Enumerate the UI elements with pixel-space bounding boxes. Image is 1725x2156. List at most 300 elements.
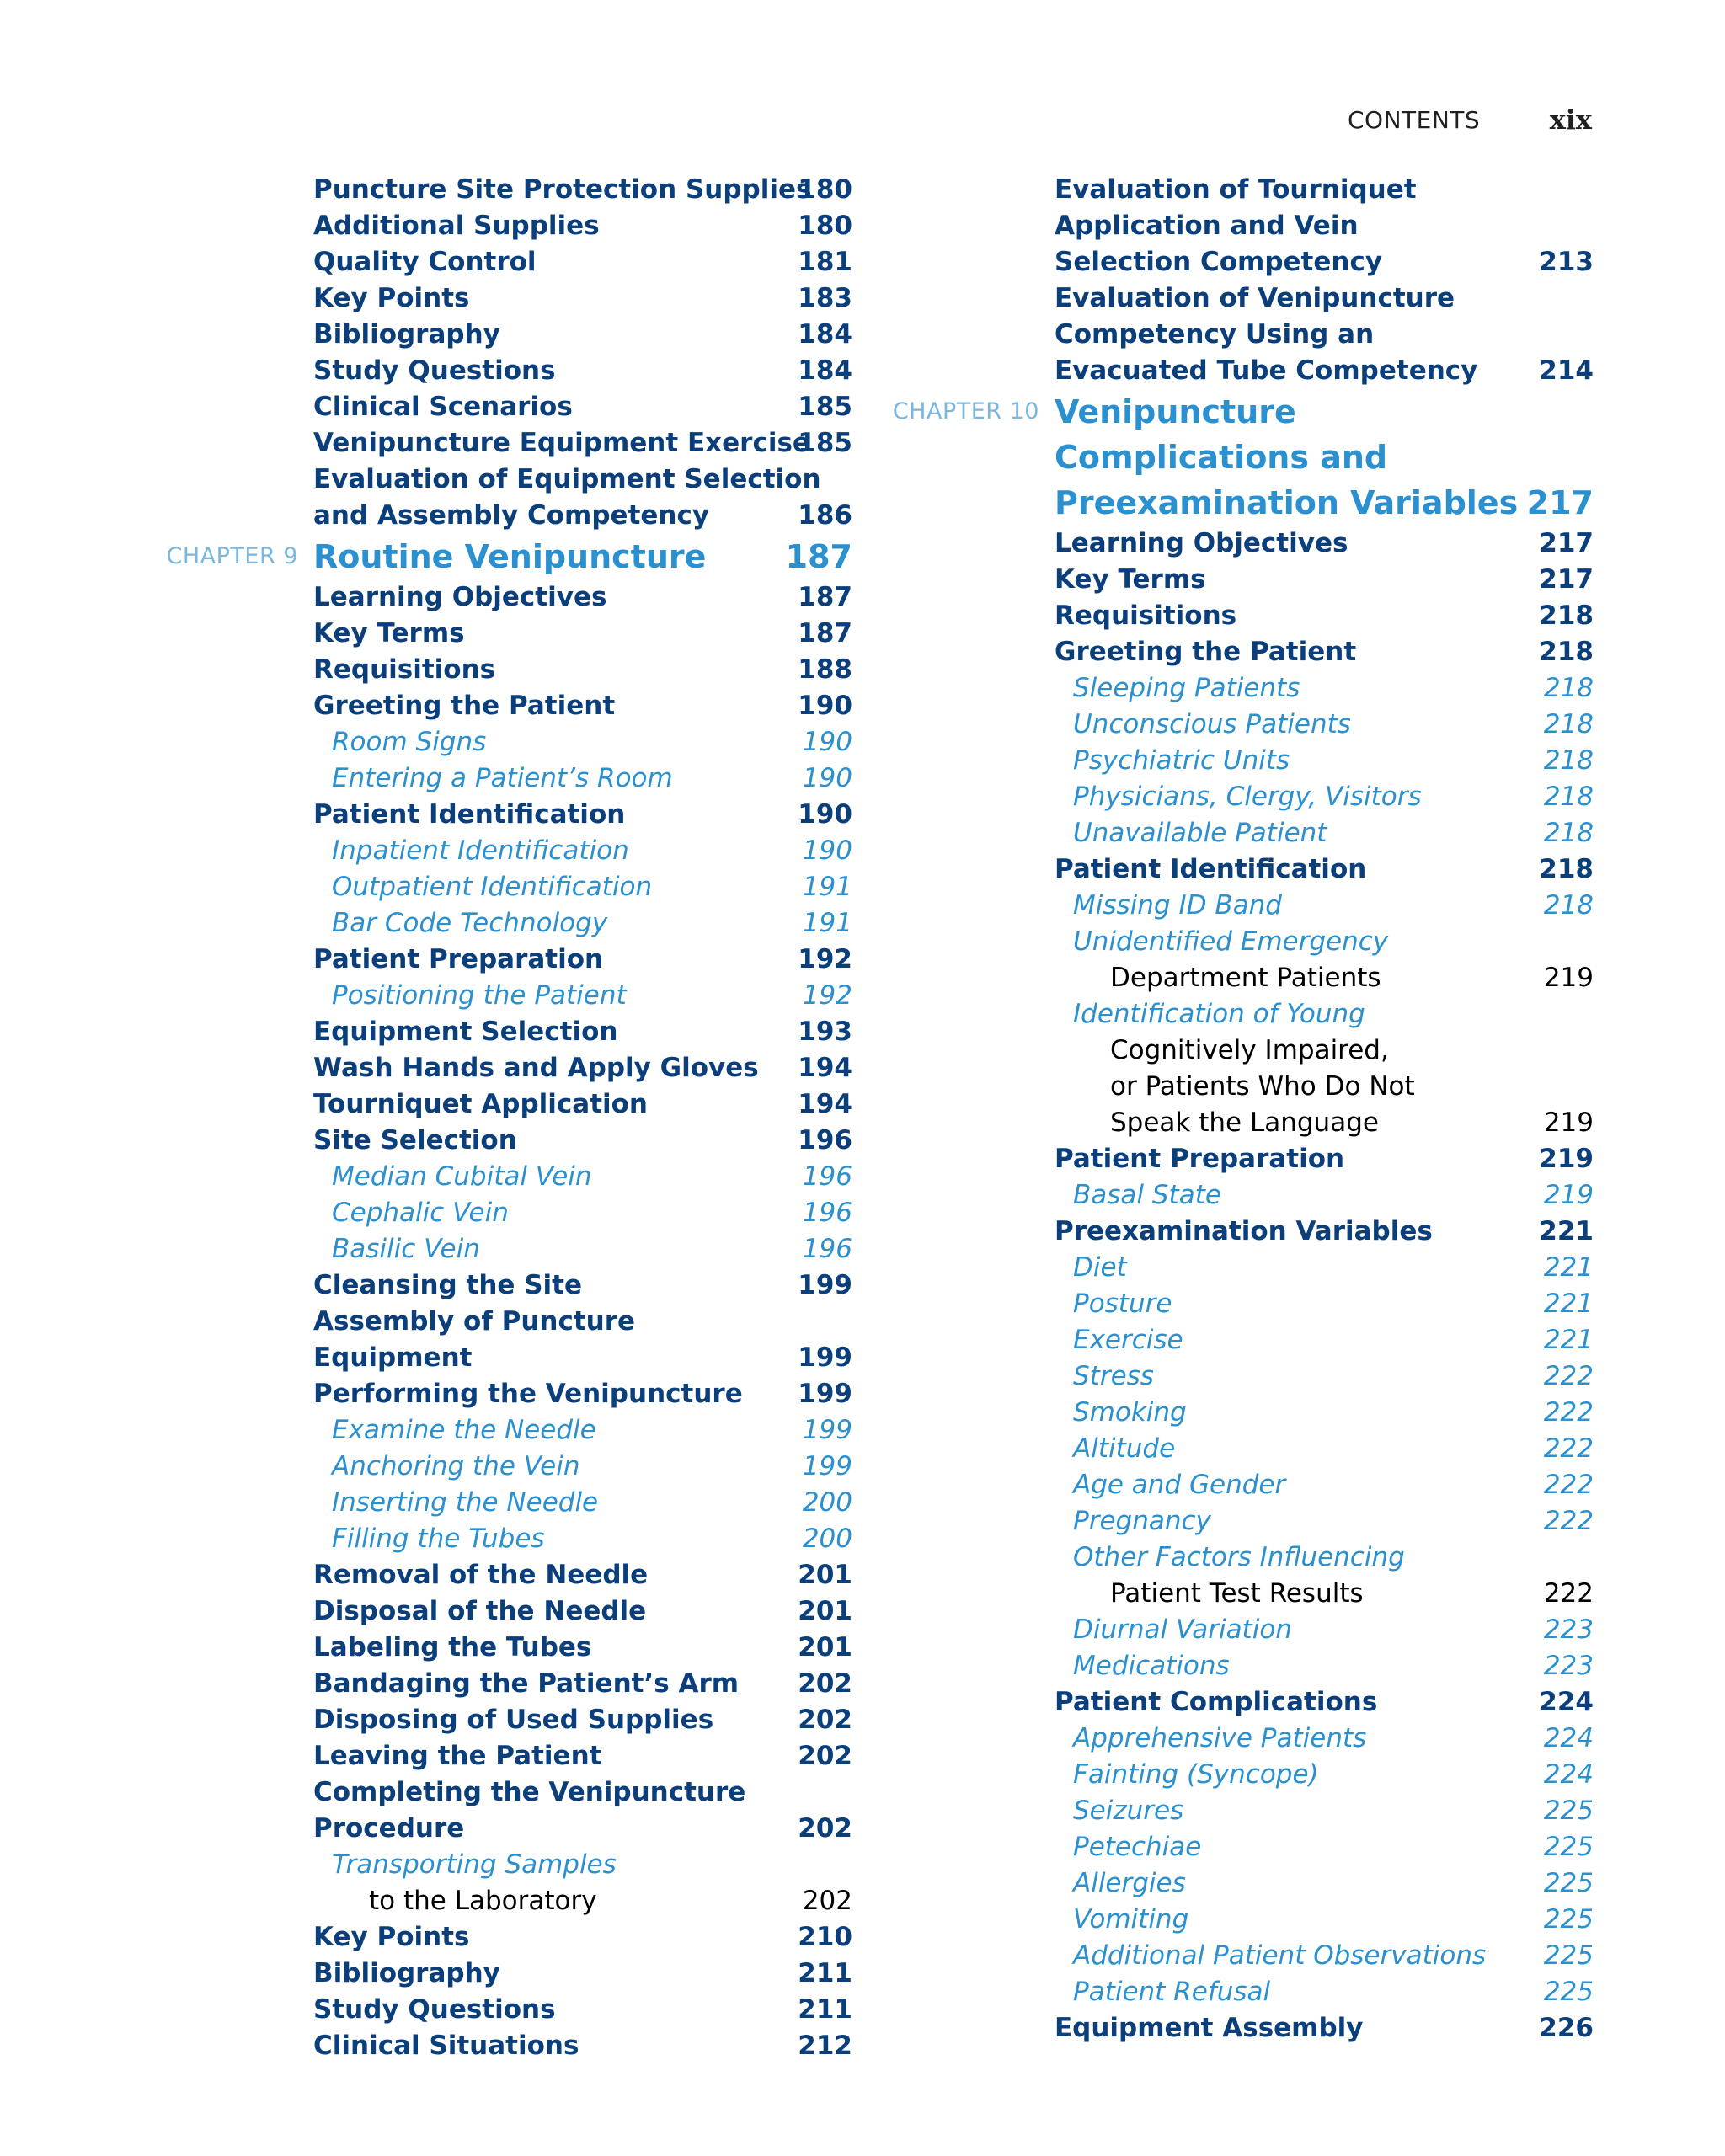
toc-page-number: 191 [802, 872, 852, 902]
toc-entry-title: Patient Refusal [1073, 1977, 1271, 2007]
toc-entry-title: Positioning the Patient [332, 980, 627, 1011]
toc-entry-title: Vomiting [1073, 1904, 1189, 1935]
toc-entry-title: Posture [1073, 1289, 1172, 1319]
toc-entry-title: Unavailable Patient [1073, 818, 1327, 848]
toc-subentry [1055, 707, 1594, 743]
toc-subentry [1055, 1938, 1594, 1974]
chapter-number-label: CHAPTER 9 [166, 543, 298, 569]
toc-entry [1055, 598, 1594, 634]
toc-page-number: 226 [1539, 2013, 1594, 2043]
toc-entry-title: Disposal of the Needle [313, 1596, 647, 1626]
toc-entry [1055, 562, 1594, 598]
toc-entry [313, 389, 852, 425]
toc-entry [313, 425, 852, 462]
toc-page-number: 211 [798, 1958, 852, 1988]
toc-subentry [1055, 1503, 1594, 1540]
toc-subentry [313, 760, 852, 797]
toc-entry-title: Altitude [1073, 1433, 1176, 1464]
toc-entry [313, 1050, 852, 1086]
toc-subentry [313, 1449, 852, 1485]
toc-page-number: 218 [1539, 637, 1594, 667]
toc-subentry [1055, 1286, 1594, 1322]
toc-page-number: 190 [798, 799, 852, 830]
toc-page-number: 221 [1543, 1289, 1594, 1319]
toc-entry-title: Competency Using an [1055, 319, 1375, 350]
toc-page-number: 191 [802, 908, 852, 938]
toc-subentry [313, 905, 852, 942]
toc-page-number: 199 [798, 1379, 852, 1409]
toc-page-number: 180 [798, 174, 852, 205]
toc-subentry [1055, 1612, 1594, 1648]
toc-page-number: 185 [798, 392, 852, 422]
toc-entry-title: Seizures [1073, 1796, 1184, 1826]
toc-page-number: 222 [1543, 1361, 1594, 1391]
toc-subentry [1055, 888, 1594, 924]
toc-page-number: 222 [1543, 1433, 1594, 1464]
toc-entry [313, 498, 852, 534]
toc-page-number: 218 [1539, 600, 1594, 631]
toc-page-number: 201 [798, 1560, 852, 1590]
toc-subentry [1055, 1322, 1594, 1358]
toc-entry-title: Clinical Situations [313, 2031, 579, 2061]
toc-entry-title: Learning Objectives [1055, 528, 1348, 558]
toc-entry-title: Key Terms [1055, 564, 1206, 595]
toc-page-number: 218 [1543, 745, 1594, 776]
toc-subentry [1055, 1540, 1594, 1576]
toc-entry-title: Examine the Needle [332, 1415, 596, 1445]
toc-page-number: 190 [802, 763, 852, 793]
toc-entry-title: Inserting the Needle [332, 1487, 599, 1518]
toc-entry-title: Exercise [1073, 1325, 1183, 1355]
toc-page-number: 225 [1543, 1832, 1594, 1862]
toc-subentry [1055, 996, 1594, 1033]
toc-page-number: 225 [1543, 1796, 1594, 1826]
toc-page-number: 186 [798, 500, 852, 531]
toc-page-number: 194 [798, 1089, 852, 1119]
toc-page-number: 224 [1543, 1723, 1594, 1753]
toc-entry [313, 1593, 852, 1630]
toc-entry [313, 688, 852, 724]
toc-page-number: 196 [802, 1161, 852, 1192]
toc-entry [313, 616, 852, 652]
toc-column-right [892, 172, 1594, 2047]
toc-entry-title: Evaluation of Equipment Selection [313, 464, 821, 494]
toc-entry-title: Quality Control [313, 247, 537, 277]
toc-page-number: 184 [798, 355, 852, 386]
toc-entry-title: Requisitions [313, 654, 496, 685]
toc-subentry [1055, 1250, 1594, 1286]
toc-entry-title: Disposing of Used Supplies [313, 1705, 714, 1735]
toc-subentry [1055, 1576, 1594, 1612]
toc-page-number: 200 [802, 1524, 852, 1554]
chapter-title: Complications and [1055, 439, 1388, 476]
toc-page-number: 202 [798, 1705, 852, 1735]
toc-entry [313, 1702, 852, 1738]
toc-entry [313, 1774, 852, 1811]
running-head [1348, 103, 1592, 136]
toc-entry-title: Assembly of Puncture [313, 1306, 636, 1337]
toc-entry-title: Outpatient Identification [332, 872, 653, 902]
toc-entry-title: Sleeping Patients [1073, 673, 1300, 703]
toc-page-number: 193 [798, 1017, 852, 1047]
toc-entry-title: Patient Preparation [313, 944, 604, 974]
toc-page-number: 199 [802, 1451, 852, 1481]
toc-subentry [1055, 1105, 1594, 1141]
toc-entry-title: Procedure [313, 1813, 465, 1844]
toc-entry [313, 1267, 852, 1304]
toc-entry [313, 1956, 852, 1992]
toc-page-number: 225 [1543, 1868, 1594, 1898]
toc-entry-title: Labeling the Tubes [313, 1632, 592, 1662]
toc-entry-title: Tourniquet Application [313, 1089, 649, 1119]
toc-entry [1055, 851, 1594, 888]
chapter-title: Preexamination Variables [1055, 484, 1519, 521]
toc-subentry [1055, 779, 1594, 815]
toc-page-number: 221 [1539, 1216, 1594, 1246]
toc-entry-title: Diurnal Variation [1073, 1614, 1292, 1645]
toc-page-number: 190 [802, 727, 852, 757]
toc-entry-title: Cephalic Vein [332, 1198, 509, 1228]
toc-page-number: 222 [1543, 1578, 1594, 1609]
toc-page-number: 183 [798, 283, 852, 313]
toc-entry-title: Unconscious Patients [1073, 709, 1351, 739]
toc-subentry [1055, 1865, 1594, 1902]
toc-entry-title: Patient Identification [313, 799, 626, 830]
toc-entry [1055, 172, 1594, 208]
toc-entry-title: Bandaging the Patient’s Arm [313, 1668, 740, 1699]
toc-entry [313, 280, 852, 317]
toc-page-number: 202 [802, 1886, 852, 1916]
toc-page-number: 218 [1539, 854, 1594, 884]
chapter-title: Venipuncture [1055, 393, 1296, 430]
toc-page-number: 190 [802, 835, 852, 866]
toc-entry [1055, 2010, 1594, 2047]
toc-subentry [1055, 1902, 1594, 1938]
toc-entry [1055, 317, 1594, 353]
toc-subentry [1055, 1648, 1594, 1684]
toc-entry-title: Diet [1073, 1252, 1127, 1283]
toc-subentry [1055, 1757, 1594, 1793]
toc-page-number: 187 [785, 538, 852, 575]
toc-page-number: 218 [1543, 709, 1594, 739]
toc-entry-title: Patient Complications [1055, 1687, 1378, 1717]
toc-page-number: 225 [1543, 1904, 1594, 1935]
toc-entry-title: Evaluation of Venipuncture [1055, 283, 1455, 313]
toc-page-number: 217 [1526, 484, 1594, 521]
toc-entry [1055, 1214, 1594, 1250]
toc-entry-title: Leaving the Patient [313, 1741, 602, 1771]
toc-entry-title: Missing ID Band [1073, 890, 1282, 921]
toc-entry-title: Bibliography [313, 319, 500, 350]
toc-page-number: 201 [798, 1596, 852, 1626]
toc-subentry [313, 978, 852, 1014]
toc-entry-title: Speak the Language [1110, 1107, 1379, 1138]
toc-entry-title: Key Terms [313, 618, 465, 648]
toc-entry-title: Wash Hands and Apply Gloves [313, 1053, 759, 1083]
toc-entry-title: Equipment Assembly [1055, 2013, 1364, 2043]
toc-entry-title: Requisitions [1055, 600, 1237, 631]
toc-entry [313, 1630, 852, 1666]
toc-entry-title: Clinical Scenarios [313, 392, 573, 422]
toc-entry-title: Cognitively Impaired, [1110, 1035, 1389, 1065]
toc-subentry [313, 724, 852, 760]
toc-entry-title: Selection Competency [1055, 247, 1383, 277]
toc-entry-title: Site Selection [313, 1125, 517, 1155]
toc-entry-title: Smoking [1073, 1397, 1187, 1428]
toc-page-number: 201 [798, 1632, 852, 1662]
toc-entry-title: Patient Test Results [1110, 1578, 1364, 1609]
toc-page-number: 210 [798, 1922, 852, 1952]
toc-page-number: 222 [1543, 1397, 1594, 1428]
toc-page-number: 225 [1543, 1977, 1594, 2007]
toc-subentry [1055, 1974, 1594, 2010]
toc-page-number: 196 [802, 1234, 852, 1264]
chapter-title: Routine Venipuncture [313, 538, 707, 575]
toc-entry-title: Evacuated Tube Competency [1055, 355, 1478, 386]
toc-subentry [1055, 1829, 1594, 1865]
toc-entry [1055, 244, 1594, 280]
toc-subentry [1055, 670, 1594, 707]
toc-chapter-heading [1055, 480, 1594, 526]
toc-entry [313, 353, 852, 389]
toc-entry [1055, 1141, 1594, 1177]
toc-page-number: 200 [802, 1487, 852, 1518]
toc-entry-title: Patient Identification [1055, 854, 1367, 884]
toc-entry [1055, 353, 1594, 389]
toc-entry [313, 1086, 852, 1123]
toc-page-number: 217 [1539, 528, 1594, 558]
toc-entry-title: Other Factors Influencing [1073, 1542, 1405, 1572]
toc-entry [313, 1376, 852, 1412]
toc-page-number: 219 [1539, 1144, 1594, 1174]
toc-entry [313, 1304, 852, 1340]
toc-page-number: 217 [1539, 564, 1594, 595]
toc-page-number: 188 [798, 654, 852, 685]
toc-page-number: 199 [802, 1415, 852, 1445]
toc-entry [313, 1557, 852, 1593]
toc-subentry [313, 1412, 852, 1449]
toc-page-number: 196 [798, 1125, 852, 1155]
toc-entry [313, 1123, 852, 1159]
toc-entry-title: Room Signs [332, 727, 487, 757]
toc-entry-title: Basilic Vein [332, 1234, 480, 1264]
toc-page-number: 187 [798, 618, 852, 648]
running-head-label: CONTENTS [1348, 105, 1481, 134]
toc-entry-title: Greeting the Patient [1055, 637, 1357, 667]
toc-page-number: 184 [798, 319, 852, 350]
toc-entry-title: Unidentified Emergency [1073, 926, 1389, 957]
toc-page-number: 218 [1543, 890, 1594, 921]
toc-page-number: 221 [1543, 1252, 1594, 1283]
toc-entry [313, 942, 852, 978]
toc-page-number: 192 [802, 980, 852, 1011]
toc-page-number: 224 [1543, 1759, 1594, 1790]
toc-entry-title: Patient Preparation [1055, 1144, 1345, 1174]
toc-entry [1055, 208, 1594, 244]
toc-subentry [1055, 1721, 1594, 1757]
running-head-page-number: xix [1549, 104, 1592, 136]
toc-entry [313, 462, 852, 498]
toc-entry [313, 1014, 852, 1050]
toc-subentry [313, 833, 852, 869]
toc-entry-title: Bibliography [313, 1958, 500, 1988]
toc-entry-title: Bar Code Technology [332, 908, 608, 938]
toc-page-number: 222 [1543, 1506, 1594, 1536]
toc-subentry [1055, 1395, 1594, 1431]
toc-page-number: 192 [798, 944, 852, 974]
toc-entry-title: Performing the Venipuncture [313, 1379, 743, 1409]
toc-page-number: 202 [798, 1813, 852, 1844]
toc-subentry [1055, 1431, 1594, 1467]
toc-entry [313, 1738, 852, 1774]
toc-entry [313, 1919, 852, 1956]
toc-subentry [1055, 924, 1594, 960]
toc-entry-title: Transporting Samples [332, 1849, 617, 1880]
toc-page-number: 218 [1543, 673, 1594, 703]
toc-entry-title: Key Points [313, 1922, 470, 1952]
toc-entry [313, 244, 852, 280]
toc-page-number: 213 [1539, 247, 1594, 277]
toc-entry [313, 652, 852, 688]
toc-entry-title: Basal State [1073, 1180, 1221, 1210]
toc-entry [313, 208, 852, 244]
toc-page-number: 199 [798, 1270, 852, 1300]
toc-entry-title: Equipment Selection [313, 1017, 618, 1047]
toc-entry-title: to the Laboratory [369, 1886, 597, 1916]
toc-chapter-heading [166, 534, 852, 579]
toc-page-number: 224 [1539, 1687, 1594, 1717]
toc-page-number: 223 [1543, 1651, 1594, 1681]
toc-page-number: 214 [1539, 355, 1594, 386]
toc-entry-title: Evaluation of Tourniquet [1055, 174, 1417, 205]
toc-page-number: 221 [1543, 1325, 1594, 1355]
toc-entry-title: Medications [1073, 1651, 1230, 1681]
toc-subentry [313, 1485, 852, 1521]
toc-page-number: 223 [1543, 1614, 1594, 1645]
toc-entry-title: Learning Objectives [313, 582, 607, 612]
toc-page-number: 219 [1543, 1107, 1594, 1138]
toc-page-number: 211 [798, 1994, 852, 2025]
toc-entry-title: Application and Vein [1055, 211, 1359, 241]
toc-page-number: 194 [798, 1053, 852, 1083]
toc-entry-title: Cleansing the Site [313, 1270, 583, 1300]
toc-entry-title: Study Questions [313, 1994, 556, 2025]
toc-page-number: 187 [798, 582, 852, 612]
toc-entry-title: Key Points [313, 283, 470, 313]
toc-page-number: 185 [798, 428, 852, 458]
toc-page-number: 199 [798, 1342, 852, 1373]
toc-entry [313, 797, 852, 833]
toc-entry [313, 1811, 852, 1847]
toc-entry-title: Allergies [1073, 1868, 1186, 1898]
toc-entry-title: Removal of the Needle [313, 1560, 649, 1590]
toc-entry-title: Additional Patient Observations [1073, 1940, 1487, 1971]
toc-entry-title: Entering a Patient’s Room [332, 763, 673, 793]
toc-entry [1055, 634, 1594, 670]
toc-entry-title: Physicians, Clergy, Visitors [1073, 782, 1422, 812]
toc-entry-title: Venipuncture Equipment Exercise [313, 428, 810, 458]
toc-entry-title: Study Questions [313, 355, 556, 386]
toc-chapter-heading [892, 389, 1594, 435]
toc-chapter-heading [1055, 435, 1594, 480]
toc-entry-title: Completing the Venipuncture [313, 1777, 746, 1807]
toc-entry [313, 172, 852, 208]
toc-entry-title: Fainting (Syncope) [1073, 1759, 1319, 1790]
toc-subentry [313, 1195, 852, 1231]
toc-entry [313, 579, 852, 616]
toc-entry-title: Preexamination Variables [1055, 1216, 1433, 1246]
toc-entry-title: Pregnancy [1073, 1506, 1211, 1536]
toc-subentry [313, 869, 852, 905]
toc-entry-title: Greeting the Patient [313, 691, 616, 721]
toc-entry-title: Psychiatric Units [1073, 745, 1290, 776]
toc-page-number: 190 [798, 691, 852, 721]
toc-subentry [1055, 743, 1594, 779]
toc-subentry [313, 1159, 852, 1195]
toc-page-number: 202 [798, 1741, 852, 1771]
toc-page-number: 219 [1543, 963, 1594, 993]
toc-entry-title: Age and Gender [1073, 1470, 1286, 1500]
toc-page-number: 180 [798, 211, 852, 241]
toc-subentry [1055, 1467, 1594, 1503]
toc-entry-title: Additional Supplies [313, 211, 600, 241]
toc-page-number: 218 [1543, 818, 1594, 848]
toc-entry-title: Inpatient Identification [332, 835, 629, 866]
toc-entry-title: Identification of Young [1073, 999, 1365, 1029]
toc-page-number: 212 [798, 2031, 852, 2061]
toc-page-number: 225 [1543, 1940, 1594, 1971]
toc-entry [313, 1992, 852, 2028]
toc-entry [313, 317, 852, 353]
toc-subentry [313, 1521, 852, 1557]
toc-entry [313, 1340, 852, 1376]
toc-subentry [1055, 815, 1594, 851]
toc-entry-title: Stress [1073, 1361, 1154, 1391]
toc-entry-title: Median Cubital Vein [332, 1161, 592, 1192]
toc-entry-title: Puncture Site Protection Supplies [313, 174, 812, 205]
chapter-number-label: CHAPTER 10 [892, 398, 1039, 424]
toc-entry-title: Department Patients [1110, 963, 1381, 993]
toc-subentry [1055, 1069, 1594, 1105]
toc-entry [1055, 1684, 1594, 1721]
toc-page-number: 218 [1543, 782, 1594, 812]
toc-entry-title: Filling the Tubes [332, 1524, 545, 1554]
toc-subentry [1055, 1033, 1594, 1069]
toc-subentry [313, 1231, 852, 1267]
toc-column-left [166, 172, 852, 2064]
toc-subentry [1055, 1177, 1594, 1214]
toc-entry-title: and Assembly Competency [313, 500, 710, 531]
toc-subentry [1055, 1358, 1594, 1395]
toc-page-number: 196 [802, 1198, 852, 1228]
toc-subentry [1055, 960, 1594, 996]
toc-entry [313, 1666, 852, 1702]
toc-subentry [313, 1883, 852, 1919]
toc-page-number: 222 [1543, 1470, 1594, 1500]
toc-entry-title: or Patients Who Do Not [1110, 1071, 1415, 1102]
toc-entry [1055, 526, 1594, 562]
toc-entry [1055, 280, 1594, 317]
toc-entry-title: Petechiae [1073, 1832, 1202, 1862]
toc-subentry [1055, 1793, 1594, 1829]
toc-page-number: 181 [798, 247, 852, 277]
toc-subentry [313, 1847, 852, 1883]
toc-entry-title: Apprehensive Patients [1073, 1723, 1367, 1753]
toc-page-number: 202 [798, 1668, 852, 1699]
toc-entry-title: Anchoring the Vein [332, 1451, 580, 1481]
toc-page-number: 219 [1543, 1180, 1594, 1210]
toc-entry [313, 2028, 852, 2064]
